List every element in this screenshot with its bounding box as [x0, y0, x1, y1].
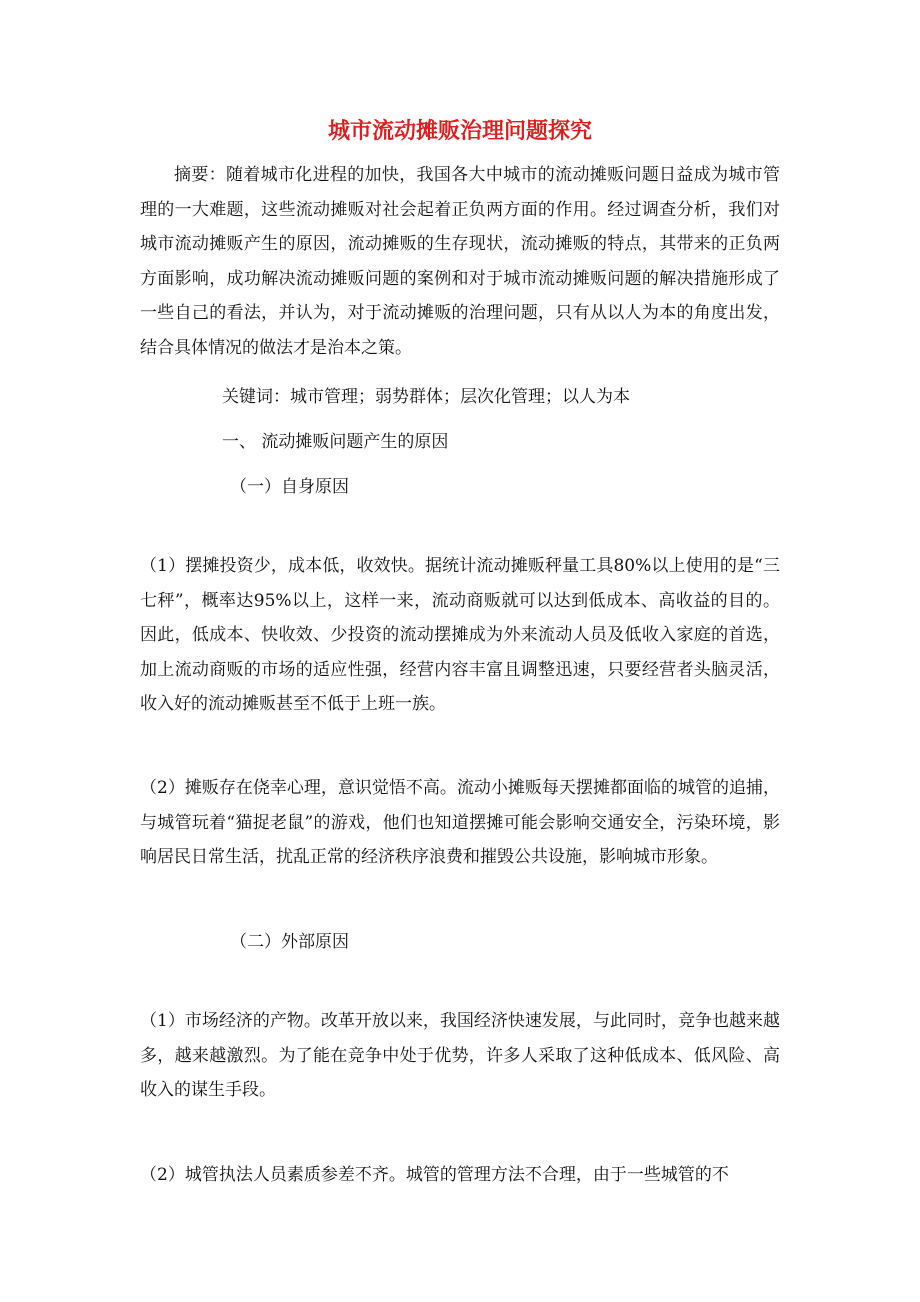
paragraph-internal-1: （1）摆摊投资少，成本低，收效快。据统计流动摊贩秤量工具80%以上使用的是“三七秤”，概率达95%以上，这样一来，流动商贩就可以达到低成本、高收益的目的。因此，低成本、快收效、少投资的流动摆摊成为外来流动人员及低收入家庭的首选，加上流动商贩的市场的适应性强，经营内容丰富且调整迅速，只要经营者头脑灵活，收入好的流动摊贩甚至不低于上班一族。: [140, 556, 780, 714]
section-heading-causes: 一、 流动摊贩问题产生的原因: [222, 432, 449, 452]
subsection-heading-external: （二）外部原因: [230, 932, 349, 952]
paragraph-external-2: （2）城管执法人员素质参差不齐。城管的管理方法不合理，由于一些城管的不: [140, 1165, 729, 1185]
document-title: 城市流动摊贩治理问题探究: [327, 119, 592, 144]
subsection-heading-internal: （一）自身原因: [230, 477, 349, 497]
abstract-paragraph: 摘要：随着城市化进程的加快，我国各大中城市的流动摊贩问题日益成为城市管理的一大难题，这些流动摊贩对社会起着正负两方面的作用。经过调查分析，我们对城市流动摊贩产生的原因，流动摊贩的生存现状，流动摊贩的特点，其带来的正负两方面影响，成功解决流动摊贩问题的案例和对于城市流动摊贩问题的解决措施形成了一些自己的看法，并认为，对于流动摊贩的治理问题，只有从以人为本的角度出发，结合具体情况的做法才是治本之策。: [140, 165, 780, 358]
paragraph-internal-2: （2）摊贩存在侥幸心理，意识觉悟不高。流动小摊贩每天摆摊都面临的城管的追捕，与城管玩着“猫捉老鼠”的游戏，他们也知道摆摊可能会影响交通安全，污染环境，影响居民日常生活，扰乱正常的经济秩序浪费和摧毁公共设施，影响城市形象。: [140, 778, 780, 867]
keywords-line: 关键词：城市管理；弱势群体；层次化管理；以人为本: [222, 387, 630, 407]
paragraph-external-1: （1）市场经济的产物。改革开放以来，我国经济快速发展，与此同时，竞争也越来越多，越来越激烈。为了能在竞争中处于优势，许多人采取了这种低成本、低风险、高收入的谋生手段。: [140, 1011, 780, 1100]
